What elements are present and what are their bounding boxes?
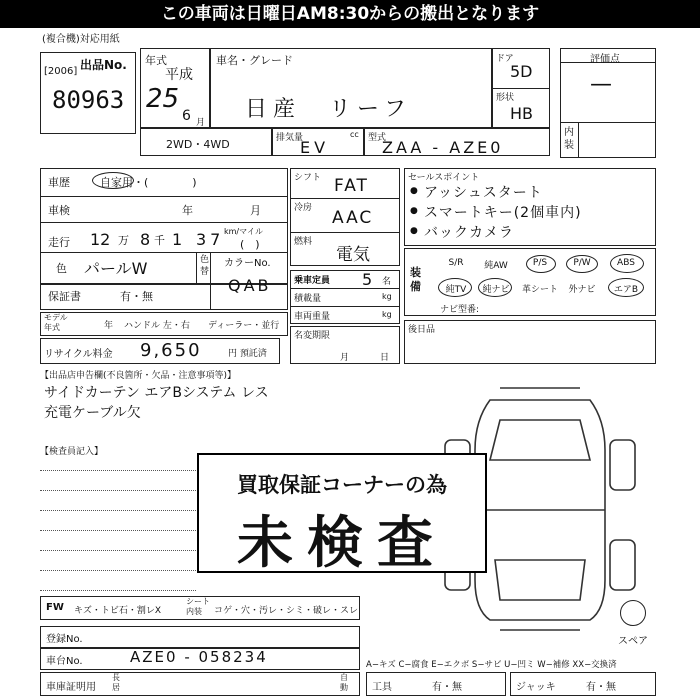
fw-seat: シート 内装 (186, 597, 210, 616)
sales-item-1: アッシュスタート (424, 185, 543, 201)
year-label: 年式 (145, 54, 167, 67)
model-year-handle: ハンドル 左・右 (124, 321, 190, 331)
banner: この車両は日曜日AM8:30からの搬出となります (0, 0, 700, 28)
year-era: 平成 (165, 67, 193, 83)
engine-value: EV (300, 138, 330, 157)
equip-tv: 純TV (445, 285, 467, 295)
score-value: — (590, 72, 612, 97)
equip-ext-navi: 外ナビ (568, 285, 596, 295)
drive-value: 2WD・4WD (166, 138, 230, 151)
recycle-value: 9,650 (140, 340, 202, 361)
history-label: 車歴 (48, 176, 70, 189)
sales-item-2: スマートキー(2個車内) (424, 205, 582, 221)
mileage-unit: km/マイル (224, 227, 263, 236)
door-value: 5D (510, 62, 533, 81)
equip-pw: P/W (573, 258, 591, 268)
registration-box (40, 626, 360, 648)
jack-label: ジャッキ (516, 682, 556, 693)
shift-value: FAT (334, 176, 369, 196)
navi-model: ナビ型番: (440, 305, 480, 315)
capacity-label: 乗車定員 (294, 276, 331, 286)
equip-abs: ABS (617, 258, 635, 268)
equip-navi: 純ナビ (482, 285, 510, 295)
fuel-label: 燃料 (294, 237, 313, 247)
month-value: 6 (182, 108, 191, 124)
engine-unit: cc (350, 130, 359, 139)
sales-item-3: バックカメラ (424, 225, 514, 241)
top-note: (複合機)対応用紙 (42, 34, 120, 45)
equip-ps: P/S (532, 258, 548, 268)
color-no-value: QAB (228, 276, 272, 295)
capacity-value: 5 (362, 270, 373, 289)
name-change-month: 月 (340, 353, 350, 363)
weight-unit: kg (382, 310, 392, 319)
jack-value: 有・無 (586, 682, 616, 693)
capacity-unit: 名 (382, 277, 392, 287)
spare-icon (620, 600, 646, 626)
fw-seat-text: コゲ・穴・汚レ・シミ・破レ・スレ (214, 606, 359, 616)
inspection-label: 車検 (48, 204, 70, 217)
model-label: 型式 (368, 133, 387, 143)
registration-label: 登録No. (46, 634, 83, 645)
lot-year: [2006] (44, 66, 78, 77)
score-label: 評価点 (590, 54, 620, 65)
chassis-label: 車台No. (46, 656, 83, 667)
name-change-day: 日 (380, 353, 390, 363)
color-no-label: カラーNo. (224, 258, 271, 269)
stamp (197, 453, 487, 576)
after-box (404, 320, 656, 364)
shape-value: HB (510, 104, 534, 123)
warranty-value: 有・無 (120, 290, 153, 303)
fuel-value: 電気 (336, 245, 370, 265)
equip-sr: S/R (448, 258, 464, 268)
mileage-man: 12 (90, 230, 111, 249)
exhibitor-notes-label: 【出品店申告欄(不良箇所・欠品・注意事項等)】 (40, 371, 237, 381)
recycle-unit: 円 預託済 (228, 349, 267, 359)
equip-airbag: エアB (613, 285, 639, 295)
model-year-year: 年 (104, 321, 114, 331)
load-unit: kg (382, 292, 392, 301)
mileage-label: 走行 (48, 236, 70, 249)
damage-codes: A−キズ C−腐食 E−エクボ S−サビ U−凹ミ W−補修 XX−交換済 (366, 660, 617, 670)
mileage-man-unit: 万 (118, 234, 129, 247)
load-label: 積載量 (294, 294, 322, 304)
history-options: 自家用・( ) (100, 176, 197, 189)
exhibitor-note-2: 充電ケーブル欠 (44, 405, 141, 421)
chassis-value: AZE0 - 058234 (130, 648, 268, 666)
warranty-label: 保証書 (48, 290, 81, 303)
lot-label: 出品No. (80, 58, 127, 72)
shift-label: シフト (294, 173, 322, 183)
after-label: 後日品 (408, 325, 436, 335)
year-value: 25 (146, 84, 180, 114)
color-change: 色 替 (200, 255, 210, 277)
mileage-paren: ( ) (240, 238, 260, 251)
inspector-label: 【検査員記入】 (40, 447, 104, 457)
mileage-hyaku: 1 (172, 230, 183, 249)
shape-label: 形状 (496, 93, 515, 103)
recycle-label: リサイクル料金 (44, 349, 113, 360)
model-value: ZAA - AZE0 (382, 138, 504, 157)
equipment-label: 装 備 (410, 266, 421, 293)
lot-number: 80963 (52, 86, 125, 114)
mileage-ten: 37 (196, 230, 225, 249)
reg-period-b: 自 動 (340, 673, 348, 692)
exhibitor-note-1: サイドカーテン エアBシステム レス (44, 385, 269, 401)
equip-aw: 純AW (484, 261, 508, 271)
spare-label: スペア (618, 636, 648, 647)
name-label: 車名・グレード (216, 54, 293, 67)
sales-label: セールスポイント (408, 173, 480, 183)
reg-period-a: 長 居 (112, 673, 120, 692)
fw-label: FW (46, 602, 64, 613)
door-label: ドア (496, 54, 514, 64)
reg-period-label: 車庫証明用 (46, 682, 96, 693)
engine-label: 排気量 (276, 133, 304, 143)
month-suffix: 月 (196, 118, 206, 128)
model-year-dealer: ディーラー・並行 (208, 321, 280, 331)
equip-leather: 革シート (521, 285, 558, 295)
weight-label: 車両重量 (294, 312, 331, 322)
model-year-label: モデル 年式 (44, 313, 68, 332)
fw-text: キズ・トビ石・割レX (74, 606, 161, 616)
color-value: パールW (84, 259, 148, 278)
mileage-sen-unit: 千 (154, 234, 165, 247)
color-label: 色 (56, 262, 67, 275)
interior-label: 内 装 (564, 127, 574, 151)
tools-value: 有・無 (432, 682, 462, 693)
stamp-line1: 買取保証コーナーの為 (237, 473, 447, 497)
stamp-line2: 未検査 (237, 511, 447, 576)
mileage-sen: 8 (140, 230, 151, 249)
inspection-year: 年 (182, 204, 193, 217)
inspection-month: 月 (250, 204, 261, 217)
name-change-label: 名変期限 (294, 331, 331, 341)
tools-label: 工具 (372, 682, 392, 693)
car-name: 日産 リーフ (245, 97, 412, 122)
aircon-label: 冷房 (294, 203, 313, 213)
aircon-value: AAC (332, 208, 374, 228)
